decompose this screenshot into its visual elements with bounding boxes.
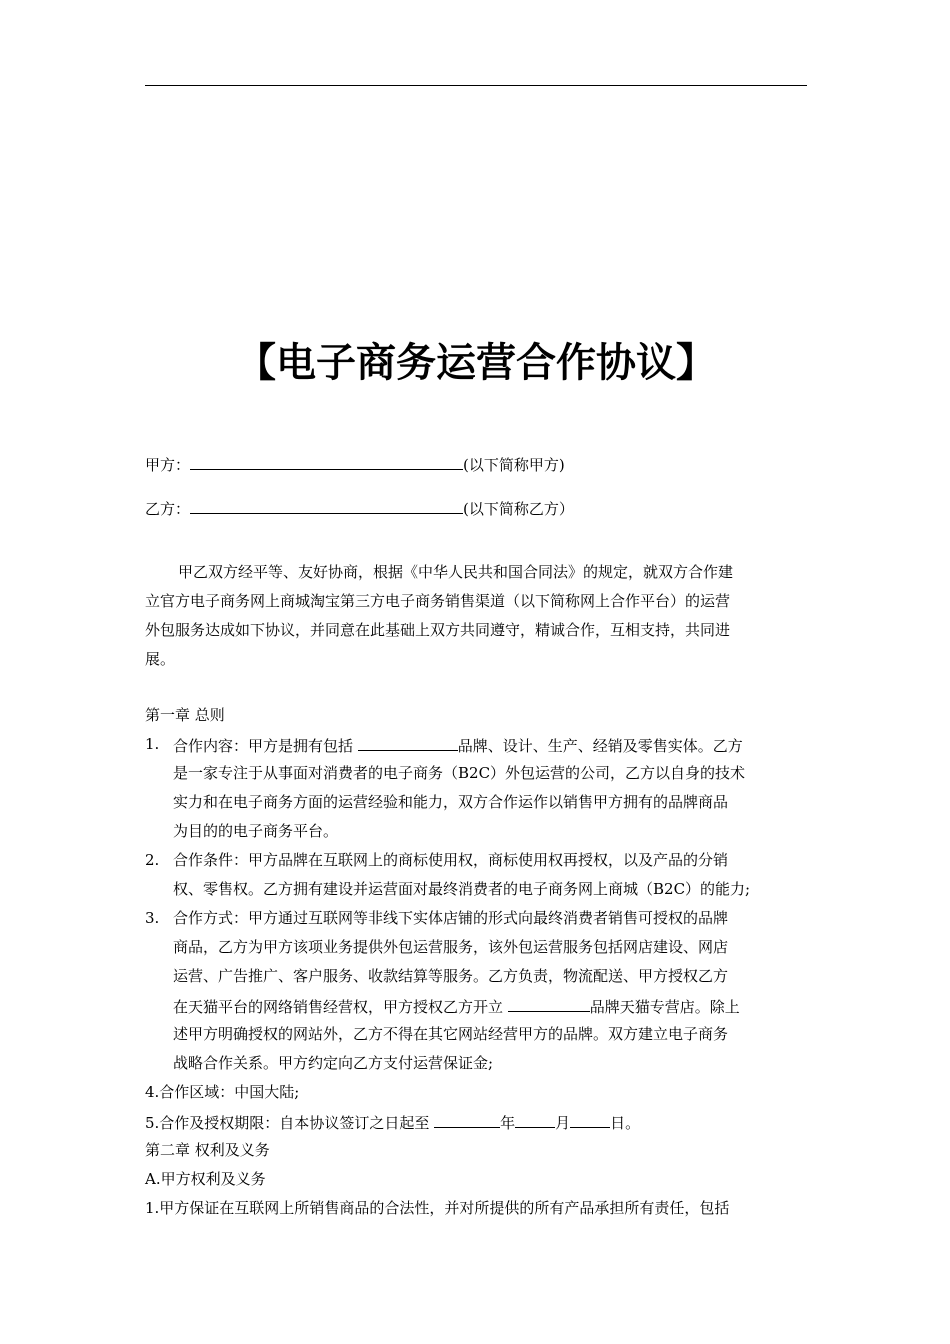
item-5 <box>145 1111 640 1133</box>
item-3-line <box>173 995 740 1017</box>
party-b-label: 乙方： <box>145 500 191 518</box>
item-3-line: 述甲方明确授权的网站外，乙方不得在其它网站经营甲方的品牌。双方建立电子商务 <box>173 1025 729 1043</box>
item-3-line: 合作方式：甲方通过互联网等非线下实体店铺的形式向最终消费者销售可授权的品牌 <box>173 909 729 927</box>
chapter-2-heading: 第二章 权利及义务 <box>145 1141 270 1159</box>
item-1-line <box>173 734 743 756</box>
document-title: 【电子商务运营合作协议】 <box>236 340 716 386</box>
item-5-text: 5.合作及授权期限：自本协议签订之日起至 <box>145 1114 435 1132</box>
party-a-line <box>145 453 565 475</box>
item-3-line: 运营、广告推广、客户服务、收款结算等服务。乙方负责，物流配送、甲方授权乙方 <box>173 967 729 985</box>
store-brand-blank[interactable] <box>508 995 590 1012</box>
item-3-line: 战略合作关系。甲方约定向乙方支付运营保证金; <box>173 1054 494 1072</box>
item-4: 4.合作区域：中国大陆; <box>145 1083 300 1101</box>
intro-line: 立官方电子商务网上商城淘宝第三方电子商务销售渠道（以下简称网上合作平台）的运营 <box>145 592 731 610</box>
item-1-text-a: 合作内容：甲方是拥有包括 <box>173 737 358 755</box>
item-1-line: 是一家专注于从事面对消费者的电子商务（B2C）外包运营的公司，乙方以自身的技术 <box>173 764 746 782</box>
intro-line: 展。 <box>145 650 176 668</box>
item-3-text-b: 品牌天猫专营店。除上 <box>589 998 740 1016</box>
party-b-blank[interactable] <box>190 497 463 514</box>
brand-blank[interactable] <box>358 734 458 751</box>
item-2-line: 合作条件：甲方品牌在互联网上的商标使用权，商标使用权再授权，以及产品的分销 <box>173 851 729 869</box>
item-1-number: 1. <box>145 735 160 753</box>
item-3-line: 商品，乙方为甲方该项业务提供外包运营服务，该外包运营服务包括网店建设、网店 <box>173 938 729 956</box>
top-rule <box>145 85 807 86</box>
month-blank[interactable] <box>515 1111 555 1128</box>
year-blank[interactable] <box>434 1111 500 1128</box>
item-2-line: 权、零售权。乙方拥有建设并运营面对最终消费者的电子商务网上商城（B2C）的能力; <box>173 880 751 898</box>
party-b-suffix: (以下简称乙方） <box>463 500 574 518</box>
day-blank[interactable] <box>570 1111 610 1128</box>
year-label: 年 <box>500 1114 516 1132</box>
party-a-label: 甲方： <box>145 456 191 474</box>
section-a-heading: A.甲方权利及义务 <box>145 1170 266 1188</box>
item-3-number: 3. <box>145 909 160 927</box>
item-1-line: 实力和在电子商务方面的运营经验和能力，双方合作运作以销售甲方拥有的品牌商品 <box>173 793 729 811</box>
month-label: 月 <box>555 1114 571 1132</box>
intro-line: 甲乙双方经平等、友好协商，根据《中华人民共和国合同法》的规定，就双方合作建 <box>178 563 734 581</box>
item-1-text-b: 品牌、设计、生产、经销及零售实体。乙方 <box>457 737 743 755</box>
item-1-line: 为目的的电子商务平台。 <box>173 822 339 840</box>
day-label: 日。 <box>610 1114 641 1132</box>
chapter-1-heading: 第一章 总则 <box>145 706 225 724</box>
party-a-blank[interactable] <box>190 453 463 470</box>
party-a-suffix: (以下简称甲方) <box>463 456 565 474</box>
intro-line: 外包服务达成如下协议，并同意在此基础上双方共同遵守，精诚合作，互相支持，共同进 <box>145 621 731 639</box>
section-a-item-1: 1.甲方保证在互联网上所销售商品的合法性，并对所提供的所有产品承担所有责任，包括 <box>145 1199 730 1217</box>
party-b-line <box>145 497 574 519</box>
item-2-number: 2. <box>145 851 160 869</box>
item-3-text-a: 在天猫平台的网络销售经营权，甲方授权乙方开立 <box>173 998 508 1016</box>
